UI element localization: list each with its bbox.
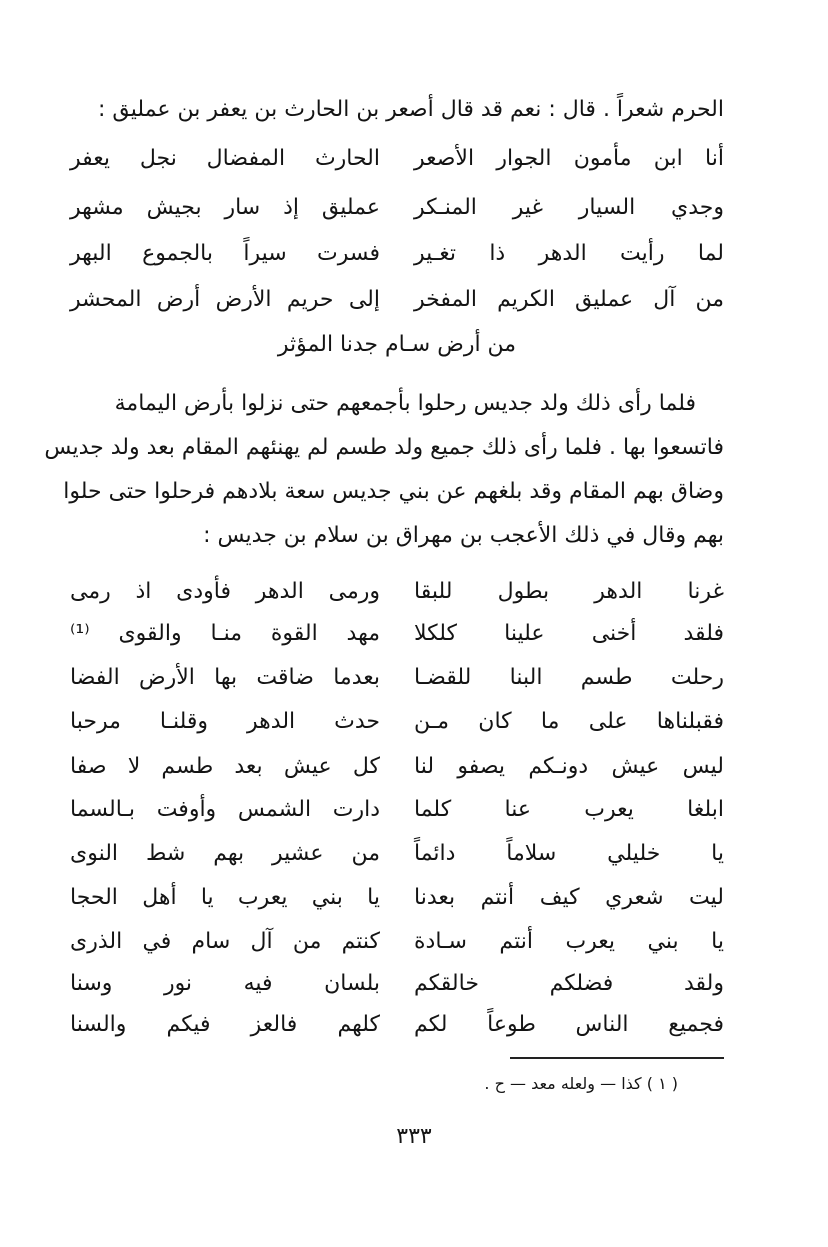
verse-second-hemistich: عمليق إذ سار بجيش مشهر: [70, 194, 380, 220]
verse-first-hemistich: ابلغا يعرب عنا كلما: [414, 796, 724, 822]
verse-first-hemistich: وجدي السيار غير المنـكر: [414, 194, 724, 220]
verse-row: [70, 832, 724, 874]
verse-second-hemistich: فسرت سيراً بالجموع البهر: [70, 240, 380, 266]
verse-row: [70, 920, 724, 962]
verse-row: [70, 962, 724, 1004]
intro-paragraph: [70, 88, 724, 132]
verse-first-hemistich: لما رأيت الدهر ذا تغـير: [414, 240, 724, 266]
footnote: ( ١ ) كذا — ولعله معد — ح .: [484, 1074, 678, 1093]
verse-first-hemistich: رحلت طسم البنا للقضـا: [414, 664, 724, 690]
verse-row: [70, 570, 724, 612]
verse-second-hemistich: بلسان فيه نور وسنا: [70, 970, 380, 996]
verse-row: [70, 137, 724, 179]
verse-row: [70, 788, 724, 830]
intro-line: الحرم شعراً . قال : نعم قد قال أصعر بن الحارث بن يعفر بن عمليق :: [98, 97, 724, 122]
verse-row: [70, 232, 724, 274]
centered-hemistich: من أرض سـام جدنا المؤثر: [277, 332, 517, 357]
verse-first-hemistich: فقبلناها على ما كان مـن: [414, 708, 724, 734]
verse-second-hemistich: الحارث المفضال نجل يعفر: [70, 145, 380, 171]
verse-row: [70, 700, 724, 742]
verse-second-hemistich: كنتم من آل سام في الذرى: [70, 928, 380, 954]
verse-row: [70, 656, 724, 698]
verse-first-hemistich: ولقد فضلكم خالقكم: [414, 970, 724, 996]
verse-first-hemistich: من آل عمليق الكريم المفخر: [414, 286, 724, 312]
paragraph-line: وضاق بهم المقام وقد بلغهم عن بني جديس سعة بلادهم فرحلوا حتى حلوا: [63, 479, 724, 504]
paragraph-line: فلما رأى ذلك ولد جديس رحلوا بأجمعهم حتى نزلوا بأرض اليمامة: [114, 391, 696, 416]
verse-row: [70, 876, 724, 918]
verse-row: [70, 1003, 724, 1045]
verse-second-hemistich: ورمى الدهر فأودى اذ رمى: [70, 578, 380, 604]
verse-first-hemistich: أنا ابن مأمون الجوار الأصعر: [414, 145, 724, 171]
verse-row: [70, 612, 724, 654]
verse-first-hemistich: فجميع الناس طوعاً لكم: [414, 1011, 724, 1037]
verse-second-hemistich: كل عيش بعد طسم لا صفا: [70, 753, 380, 779]
verse-row-centered: [70, 324, 724, 366]
verse-second-hemistich: إلى حريم الأرض أرض المحشر: [70, 286, 380, 312]
verse-first-hemistich: غرنا الدهر بطول للبقا: [414, 578, 724, 604]
verse-first-hemistich: ليس عيش دونـكم يصفو لنا: [414, 753, 724, 779]
verse-second-hemistich: حدث الدهر وقلنـا مرحبا: [70, 708, 380, 734]
verse-first-hemistich: ليت شعري كيف أنتم بعدنا: [414, 884, 724, 910]
verse-row: [70, 186, 724, 228]
verse-first-hemistich: فلقد أخنى علينا كلكلا: [414, 620, 724, 646]
verse-first-hemistich: يا بني يعرب أنتم سـادة: [414, 928, 724, 954]
verse-first-hemistich: يا خليلي سلاماً دائماً: [414, 840, 724, 866]
verse-second-hemistich: مهد القوة منـا والقوى ⁽¹⁾: [70, 620, 380, 646]
verse-second-hemistich: يا بني يعرب يا أهل الحجا: [70, 884, 380, 910]
verse-second-hemistich: دارت الشمس وأوفت بـالسما: [70, 796, 380, 822]
paragraph-line: بهم وقال في ذلك الأعجب بن مهراق بن سلام بن جديس :: [203, 523, 724, 548]
verse-second-hemistich: كلهم فالعز فيكم والسنا: [70, 1011, 380, 1037]
page-number: ٣٣٣: [396, 1124, 432, 1149]
narrative-paragraph: [44, 382, 724, 558]
paragraph-line: فاتسعوا بها . فلما رأى ذلك جميع ولد طسم لم يهنئهم المقام بعد ولد جديس: [44, 435, 724, 460]
verse-second-hemistich: من عشير بهم شط النوى: [70, 840, 380, 866]
footnote-divider: [510, 1057, 724, 1059]
verse-row: [70, 278, 724, 320]
verse-second-hemistich: بعدما ضاقت بها الأرض الفضا: [70, 664, 380, 690]
verse-row: [70, 745, 724, 787]
